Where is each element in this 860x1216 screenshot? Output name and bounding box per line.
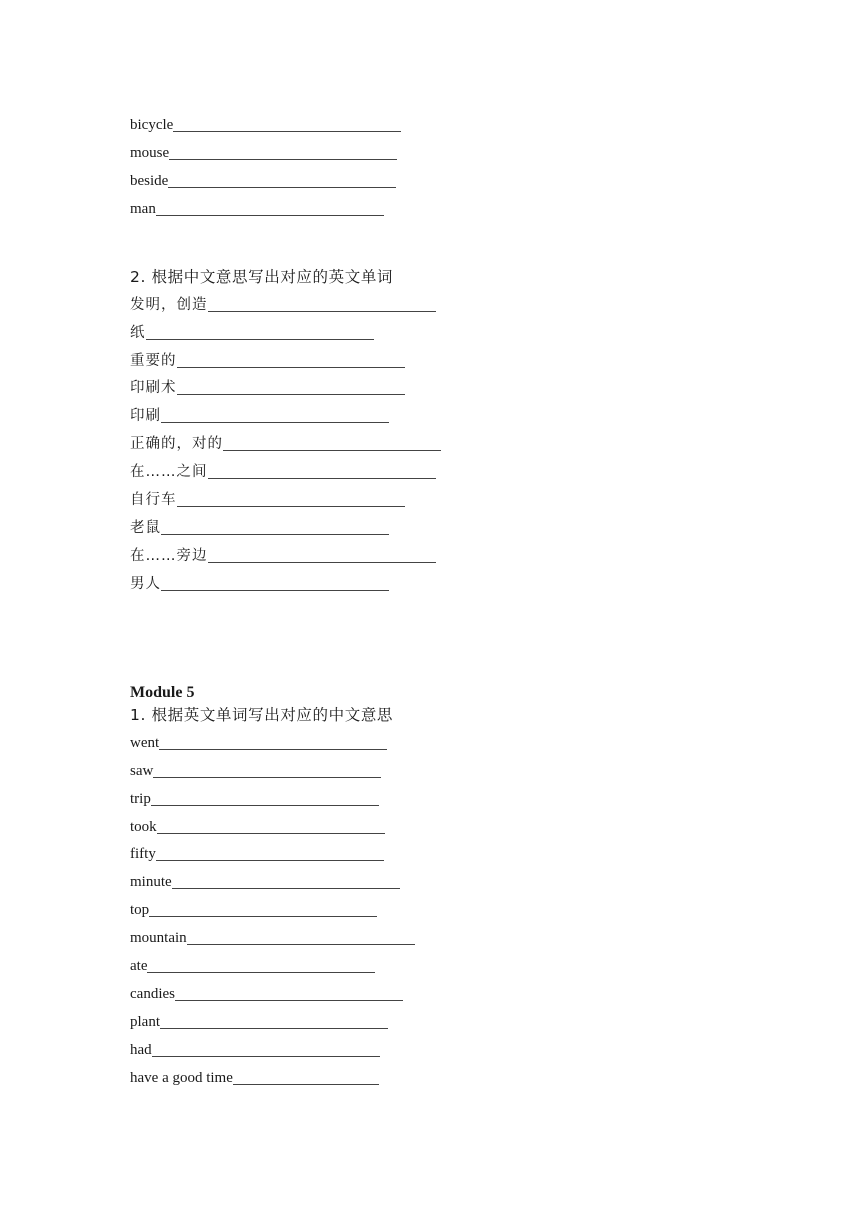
- list-item: [130, 509, 441, 537]
- word-label: 印刷术: [130, 380, 177, 397]
- word-label: 老鼠: [130, 519, 161, 536]
- word-label: man: [130, 200, 156, 217]
- list-item: [130, 1031, 415, 1059]
- answer-blank[interactable]: [149, 903, 377, 917]
- word-label: 纸: [130, 324, 146, 341]
- list-item: [130, 947, 415, 975]
- list-item: [130, 975, 415, 1003]
- list-item: [130, 1003, 415, 1031]
- answer-blank[interactable]: [208, 465, 436, 479]
- list-item: [130, 780, 415, 808]
- answer-blank[interactable]: [156, 202, 384, 216]
- module5-section: [130, 684, 415, 1087]
- list-item: [130, 891, 415, 919]
- word-label: 在……旁边: [130, 547, 208, 564]
- word-label: mountain: [130, 930, 187, 947]
- word-label: went: [130, 734, 160, 751]
- word-label: beside: [130, 172, 169, 189]
- list-item: [130, 134, 401, 162]
- answer-blank[interactable]: [169, 146, 397, 160]
- section-heading: 1. 根据英文单词写出对应的中文意思: [130, 706, 394, 724]
- list-item: [130, 565, 441, 593]
- list-item: [130, 537, 441, 565]
- list-item: [130, 286, 441, 314]
- list-item: [130, 370, 441, 398]
- word-label: trip: [130, 790, 151, 807]
- list-item: [130, 836, 415, 864]
- answer-blank[interactable]: [177, 493, 405, 507]
- answer-blank[interactable]: [153, 764, 381, 778]
- word-label: 在……之间: [130, 464, 208, 481]
- word-label: fifty: [130, 846, 156, 863]
- word-label: saw: [130, 762, 154, 779]
- word-label: mouse: [130, 144, 170, 161]
- list-item: [130, 808, 415, 836]
- answer-blank[interactable]: [152, 1043, 380, 1057]
- list-item: [130, 453, 441, 481]
- answer-blank[interactable]: [177, 354, 405, 368]
- word-label: had: [130, 1041, 152, 1058]
- answer-blank[interactable]: [175, 987, 403, 1001]
- answer-blank[interactable]: [161, 409, 389, 423]
- answer-blank[interactable]: [173, 118, 401, 132]
- word-label: 自行车: [130, 492, 177, 509]
- word-label: took: [130, 818, 157, 835]
- section-heading: 2. 根据中文意思写出对应的英文单词: [130, 267, 394, 286]
- answer-blank[interactable]: [223, 437, 441, 451]
- answer-blank[interactable]: [156, 847, 384, 861]
- list-item: [130, 919, 415, 947]
- answer-blank[interactable]: [208, 298, 436, 312]
- list-item: [130, 190, 401, 218]
- word-label: have a good time: [130, 1069, 233, 1086]
- list-item: [130, 863, 415, 891]
- answer-blank[interactable]: [160, 1015, 388, 1029]
- answer-blank[interactable]: [161, 577, 389, 591]
- word-label: 印刷: [130, 408, 161, 425]
- answer-blank[interactable]: [172, 875, 400, 889]
- answer-blank[interactable]: [233, 1071, 379, 1085]
- list-item: [130, 106, 401, 134]
- answer-blank[interactable]: [177, 381, 405, 395]
- word-label: minute: [130, 874, 172, 891]
- word-label: 男人: [130, 575, 161, 592]
- word-label: 重要的: [130, 352, 177, 369]
- module-title: Module 5: [130, 684, 195, 701]
- list-item: [130, 752, 415, 780]
- word-label: bicycle: [130, 116, 174, 133]
- answer-blank[interactable]: [146, 326, 374, 340]
- section-b: [130, 258, 441, 593]
- answer-blank[interactable]: [157, 820, 385, 834]
- word-label: top: [130, 902, 150, 919]
- word-label: ate: [130, 958, 148, 975]
- list-item: [130, 162, 401, 190]
- list-item: [130, 314, 441, 342]
- answer-blank[interactable]: [159, 736, 387, 750]
- answer-blank[interactable]: [208, 549, 436, 563]
- list-item: [130, 481, 441, 509]
- list-item: [130, 724, 415, 752]
- answer-blank[interactable]: [151, 792, 379, 806]
- word-label: plant: [130, 1013, 160, 1030]
- word-label: 发明，创造: [130, 296, 208, 313]
- answer-blank[interactable]: [161, 521, 389, 535]
- list-item: [130, 397, 441, 425]
- answer-blank[interactable]: [168, 174, 396, 188]
- word-label: 正确的，对的: [130, 436, 223, 453]
- word-label: candies: [130, 985, 175, 1002]
- list-item: [130, 425, 441, 453]
- section-a-word-list: [130, 106, 401, 218]
- answer-blank[interactable]: [147, 959, 375, 973]
- list-item: [130, 342, 441, 370]
- answer-blank[interactable]: [187, 931, 415, 945]
- list-item: [130, 1059, 415, 1087]
